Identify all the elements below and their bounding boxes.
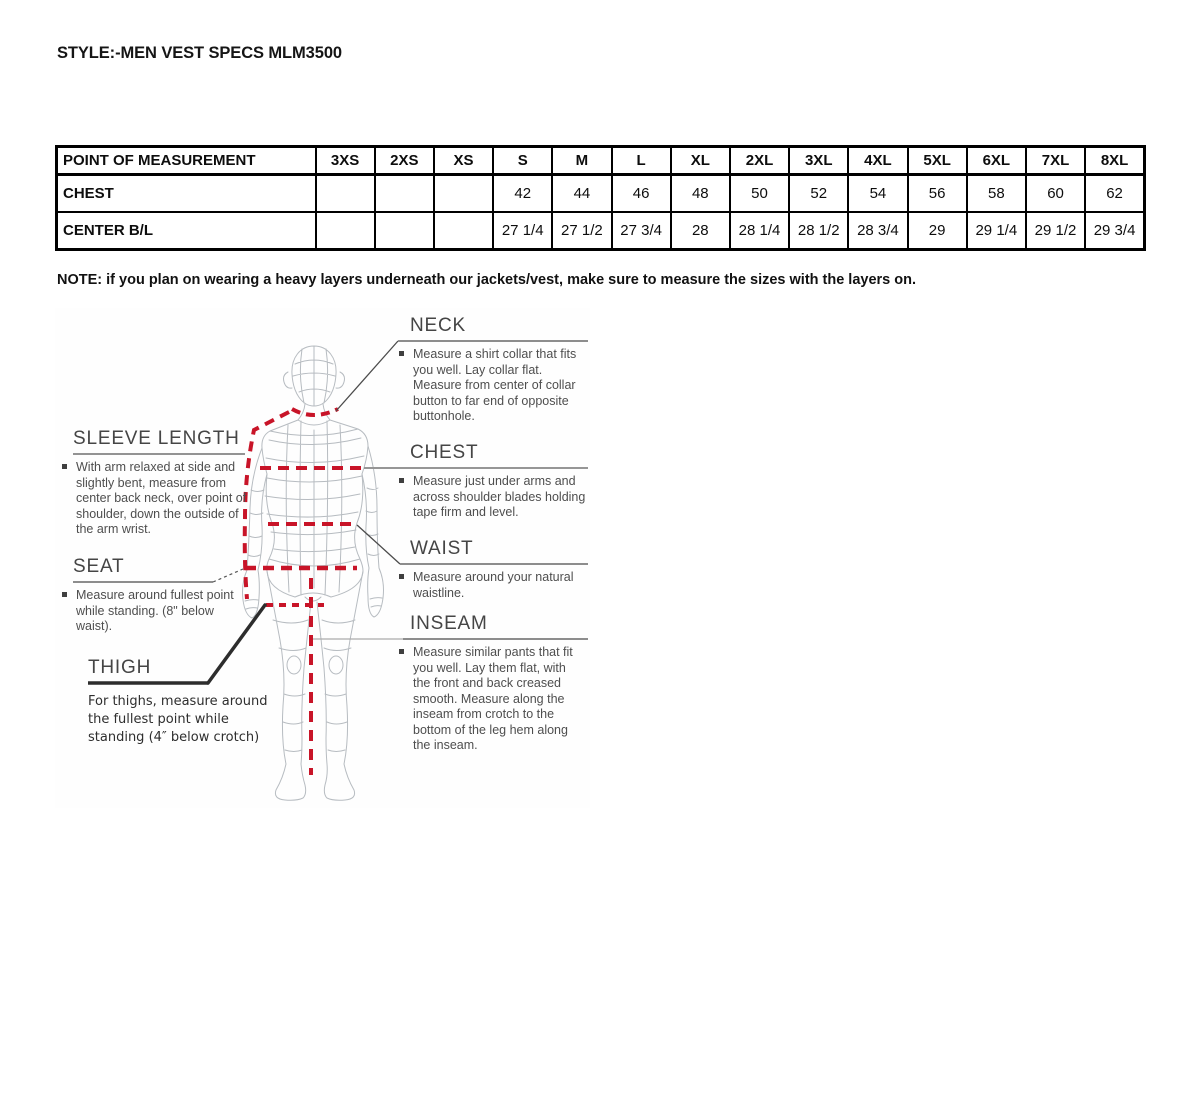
table-cell: 29 3/4	[1085, 212, 1144, 250]
guide-section-text: Measure around fullest point while standing. (8" below waist).	[62, 588, 249, 635]
table-row-center-bl	[57, 212, 1145, 250]
table-cell: 44	[552, 175, 611, 213]
table-cell	[434, 212, 493, 250]
table-cell: 27 1/2	[552, 212, 611, 250]
guide-section-waist	[410, 537, 586, 601]
size-spec-table	[55, 145, 1146, 251]
guide-section-title: WAIST	[410, 538, 474, 559]
table-cell	[375, 212, 434, 250]
guide-section-text: For thighs, measure around the fullest point while standing (4″ below crotch)	[88, 694, 268, 745]
bullet-square-icon	[62, 592, 67, 597]
table-cell: 58	[967, 175, 1026, 213]
guide-section-title: SLEEVE LENGTH	[73, 428, 240, 449]
table-cell: 28 1/2	[789, 212, 848, 250]
table-cell: 27 1/4	[493, 212, 552, 250]
neck-measure-line	[292, 409, 338, 415]
guide-section-chest	[410, 441, 586, 521]
mannequin-torso-mesh	[265, 421, 364, 595]
column-header: 6XL	[967, 147, 1026, 175]
table-header-row	[57, 147, 1145, 175]
guide-section-text: Measure similar pants that fit you well. Lay them flat, with the front and back creased smooth. Measure along the inseam from crotch to the bottom of the leg hem along the inseam.	[399, 645, 580, 754]
table-cell: 28 3/4	[848, 212, 907, 250]
column-header: M	[552, 147, 611, 175]
guide-section-sleeve-length	[73, 427, 255, 538]
guide-section-text: Measure around your natural waistline.	[399, 570, 586, 601]
column-header: 5XL	[908, 147, 967, 175]
table-cell: 28	[671, 212, 730, 250]
column-header: 2XS	[375, 147, 434, 175]
table-cell	[375, 175, 434, 213]
column-header: POINT OF MEASUREMENT	[57, 147, 316, 175]
table-cell: 48	[671, 175, 730, 213]
column-header: S	[493, 147, 552, 175]
bullet-square-icon	[399, 574, 404, 579]
guide-section-inseam	[410, 612, 580, 754]
mannequin-torso	[262, 420, 368, 601]
row-label: CHEST	[57, 175, 316, 213]
table-cell	[316, 212, 375, 250]
bullet-square-icon	[62, 464, 67, 469]
bullet-square-icon	[399, 351, 404, 356]
table-cell: 60	[1026, 175, 1085, 213]
page-title: STYLE:-MEN VEST SPECS MLM3500	[57, 44, 342, 62]
note-text: NOTE: if you plan on wearing a heavy layers underneath our jackets/vest, make sure to measure the sizes with the layers on.	[57, 272, 917, 288]
table-row-chest	[57, 175, 1145, 213]
column-header: 8XL	[1085, 147, 1144, 175]
column-header: 7XL	[1026, 147, 1085, 175]
table-cell: 27 3/4	[612, 212, 671, 250]
column-header: XS	[434, 147, 493, 175]
bullet-square-icon	[399, 478, 404, 483]
guide-section-text: Measure a shirt collar that fits you well. Lay collar flat. Measure from center of collar button to far end of opposite buttonhole.	[399, 347, 584, 425]
guide-section-neck	[410, 314, 584, 425]
column-header: L	[612, 147, 671, 175]
column-header: 3XL	[789, 147, 848, 175]
column-header: 4XL	[848, 147, 907, 175]
guide-section-thigh	[88, 656, 278, 747]
table-cell: 54	[848, 175, 907, 213]
guide-section-title: INSEAM	[410, 613, 488, 634]
table-cell: 29 1/4	[967, 212, 1026, 250]
table-cell	[316, 175, 375, 213]
measurement-guide	[55, 308, 590, 808]
guide-section-text: Measure just under arms and across shoulder blades holding tape firm and level.	[399, 474, 586, 521]
table-cell: 29	[908, 212, 967, 250]
guide-section-title: CHEST	[410, 442, 479, 463]
table-cell: 52	[789, 175, 848, 213]
guide-section-title: NECK	[410, 315, 466, 336]
table-cell: 29 1/2	[1026, 212, 1085, 250]
table-cell: 50	[730, 175, 789, 213]
guide-section-title: SEAT	[73, 556, 125, 577]
row-label: CENTER B/L	[57, 212, 316, 250]
table-cell: 46	[612, 175, 671, 213]
column-header: XL	[671, 147, 730, 175]
guide-section-seat	[73, 555, 249, 635]
table-cell	[434, 175, 493, 213]
table-cell: 62	[1085, 175, 1144, 213]
guide-section-text: With arm relaxed at side and slightly bent, measure from center back neck, over point of shoulder, down the outside of the arm wrist.	[62, 460, 255, 538]
table-cell: 28 1/4	[730, 212, 789, 250]
bullet-square-icon	[399, 649, 404, 654]
guide-section-title: THIGH	[88, 657, 152, 678]
column-header: 3XS	[316, 147, 375, 175]
neck-connector-line	[336, 341, 398, 411]
table-cell: 56	[908, 175, 967, 213]
column-header: 2XL	[730, 147, 789, 175]
table-cell: 42	[493, 175, 552, 213]
